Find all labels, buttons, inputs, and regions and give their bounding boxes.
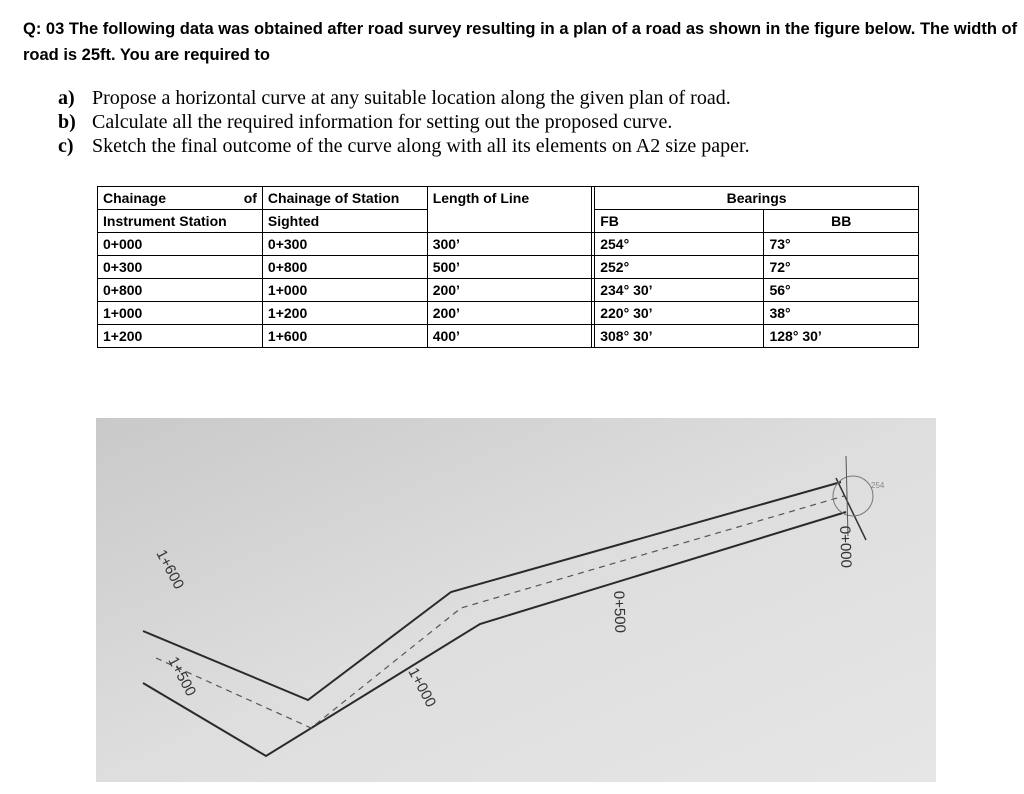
label-1000: 1+000: [404, 664, 440, 711]
label-1600: 1+600: [152, 546, 188, 593]
task-text: Sketch the final outcome of the curve along with all its elements on A2 size paper.: [92, 135, 750, 157]
label-0000: 0+000: [836, 525, 855, 569]
sketch-paper: [96, 418, 936, 782]
table-row: [98, 233, 919, 256]
cell-instrument: 0+300: [98, 256, 263, 279]
task-label: b): [58, 111, 76, 133]
task-item-c: [58, 134, 750, 158]
task-item-b: [58, 110, 750, 134]
header-chainage-sighted: Chainage of Station: [262, 187, 427, 210]
header-bearings: Bearings: [595, 187, 919, 210]
cell-sighted: 0+800: [262, 256, 427, 279]
cell-bb: 38°: [764, 302, 919, 325]
angle-label: 254: [871, 481, 885, 490]
label-1500: 1+500: [164, 653, 200, 700]
header-bb: BB: [764, 210, 919, 233]
table-row: [98, 256, 919, 279]
question-heading: Q: 03 The following data was obtained after road survey resulting in a plan of a road as shown in the figure below. The width of road is 25ft. You are required to: [23, 20, 1018, 64]
table-row: [98, 302, 919, 325]
task-text: Propose a horizontal curve at any suitable location along the given plan of road.: [92, 87, 731, 109]
cell-bb: 73°: [764, 233, 919, 256]
cell-sighted: 1+200: [262, 302, 427, 325]
cell-length: 400’: [427, 325, 592, 348]
cell-bb: 128° 30’: [764, 325, 919, 348]
cell-length: 500’: [427, 256, 592, 279]
table-row: [98, 325, 919, 348]
cell-fb: 234° 30’: [595, 279, 764, 302]
cell-length: 200’: [427, 302, 592, 325]
cell-sighted: 0+300: [262, 233, 427, 256]
cell-fb: 220° 30’: [595, 302, 764, 325]
road-plan-sketch: [96, 418, 936, 782]
label-0500: 0+500: [610, 590, 629, 634]
cell-fb: 252°: [595, 256, 764, 279]
header-length: Length of Line: [427, 187, 592, 233]
survey-data-table: [97, 186, 919, 348]
cell-bb: 72°: [764, 256, 919, 279]
task-label: a): [58, 87, 75, 109]
header-instrument-station: Instrument Station: [98, 210, 263, 233]
cell-sighted: 1+600: [262, 325, 427, 348]
cell-instrument: 0+800: [98, 279, 263, 302]
cell-instrument: 1+200: [98, 325, 263, 348]
header-chainage: Chainage: [103, 190, 167, 206]
cell-fb: 254°: [595, 233, 764, 256]
header-fb: FB: [595, 210, 764, 233]
cell-fb: 308° 30’: [595, 325, 764, 348]
task-text: Calculate all the required information for setting out the proposed curve.: [92, 111, 673, 133]
header-sighted: Sighted: [262, 210, 427, 233]
cell-length: 300’: [427, 233, 592, 256]
cell-instrument: 1+000: [98, 302, 263, 325]
header-of: of: [243, 190, 257, 206]
task-list: [58, 86, 750, 158]
task-item-a: [58, 86, 750, 110]
cell-instrument: 0+000: [98, 233, 263, 256]
table-row: [98, 279, 919, 302]
header-chainage-instrument: [98, 187, 263, 210]
task-label: c): [58, 135, 74, 157]
cell-length: 200’: [427, 279, 592, 302]
cell-bb: 56°: [764, 279, 919, 302]
cell-sighted: 1+000: [262, 279, 427, 302]
